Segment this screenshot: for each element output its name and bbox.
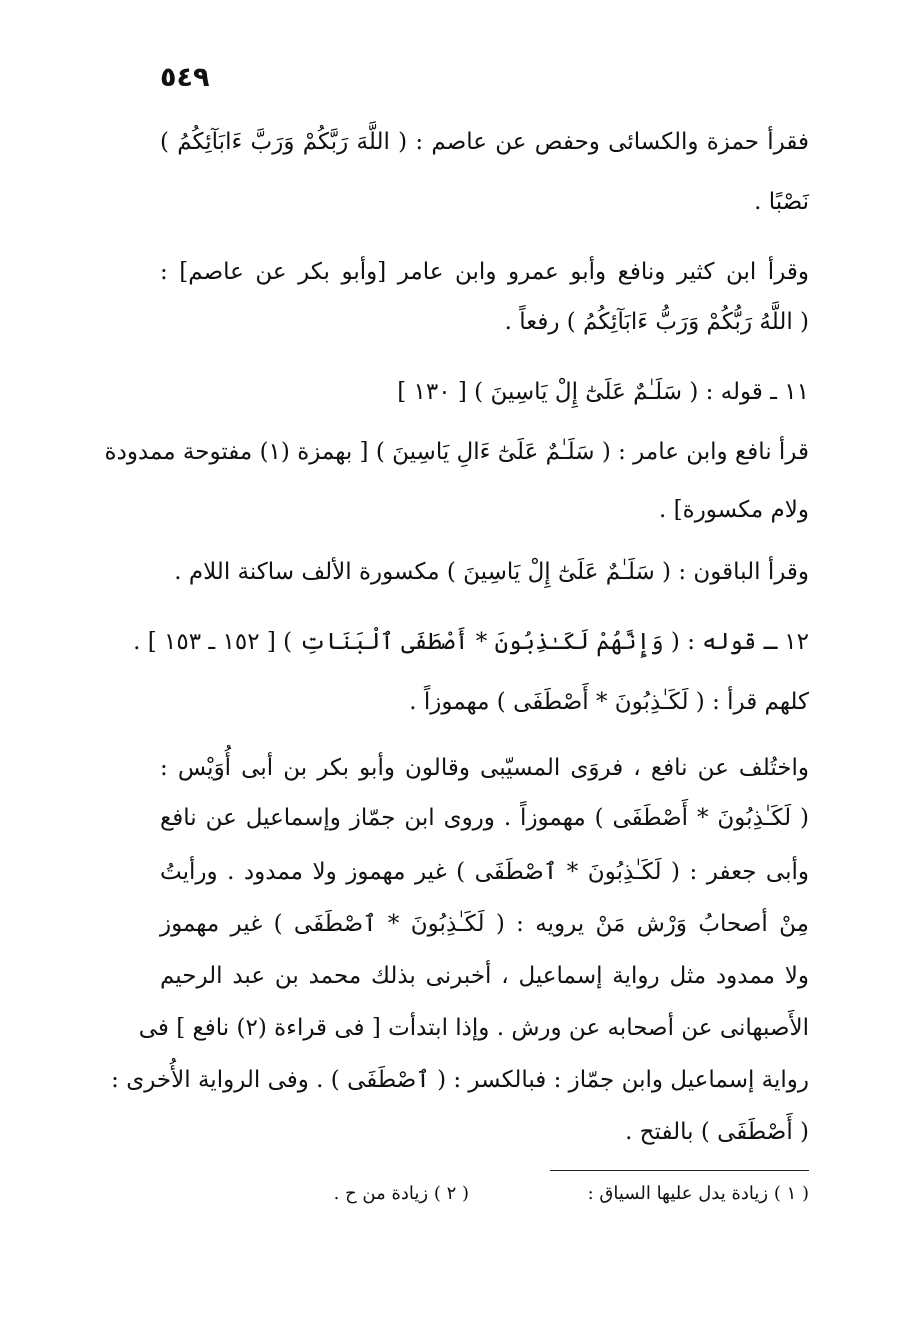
- text-line: الأَصبهانى عن أصحابه عن ورش . وإذا ابتدأت [ فى قراءة (٢) نافع ] فى: [138, 1015, 809, 1041]
- footnote-2: ( ٢ ) زيادة من ح .: [333, 1183, 469, 1204]
- text-line: كلهم قرأ : ( لَكَـٰذِبُونَ * أَصْطَفَى ) مهموزاً .: [409, 689, 809, 715]
- text-line: ( اللَّهُ رَبُّكُمْ وَرَبُّ ءَابَآئِكُمُ ) رفعاً .: [504, 309, 809, 335]
- text-line: ولا ممدود مثل رواية إسماعيل ، أخبرنى بذلك محمد بن عبد الرحيم: [160, 963, 809, 989]
- footnote-divider: [550, 1170, 809, 1171]
- text-line: فقرأ حمزة والكسائى وحفص عن عاصم : ( اللَّهَ رَبَّكُمْ وَرَبَّ ءَابَآئِكُمُ ): [160, 129, 809, 155]
- text-line: رواية إسماعيل وابن جمّاز : فبالكسر : ( ٱصْطَفَى ) . وفى الرواية الأُخرى :: [111, 1067, 809, 1093]
- text-line: واختُلف عن نافع ، فروَى المسيّبى وقالون وأبو بكر بن أبى أُوَيْس :: [160, 755, 809, 781]
- text-line: ( لَكَـٰذِبُونَ * أَصْطَفَى ) مهموزاً . وروى ابن جمّاز وإسماعيل عن نافع: [160, 805, 809, 831]
- page-number: ٥٤٩: [160, 62, 210, 93]
- footnote-1: ( ١ ) زيادة يدل عليها السياق :: [587, 1183, 809, 1204]
- text-line: ١٢ ـ قوله : ( وَإِنَّهُمْ لَكَـٰذِبُونَ * أَصْطَفَى ٱلْبَنَاتِ ) [ ١٥٢ ـ ١٥٣ ] .: [133, 629, 809, 655]
- text-line: ( أَصْطَفَى ) بالفتح .: [625, 1119, 809, 1145]
- text-line: وقرأ ابن كثير ونافع وأبو عمرو وابن عامر [وأبو بكر عن عاصم] :: [160, 259, 809, 285]
- text-line: وأبى جعفر : ( لَكَـٰذِبُونَ * ٱصْطَفَى ) غير مهموز ولا ممدود . ورأيتُ: [160, 859, 809, 885]
- text-line: ولام مكسورة] .: [659, 497, 809, 523]
- text-line: نَصْبًا .: [754, 189, 809, 215]
- text-line: وقرأ الباقون : ( سَلَـٰمٌ عَلَىٰٓ إِلْ يَاسِينَ ) مكسورة الألف ساكنة اللام .: [174, 559, 809, 585]
- text-line: قرأ نافع وابن عامر : ( سَلَـٰمٌ عَلَىٰٓ ءَالِ يَاسِينَ ) [ بهمزة (١) مفتوحة ممدودة: [104, 439, 809, 465]
- text-line: ١١ ـ قوله : ( سَلَـٰمٌ عَلَىٰٓ إِلْ يَاسِينَ ) [ ١٣٠ ]: [397, 379, 809, 405]
- text-line: مِنْ أصحابُ وَرْش مَنْ يرويه : ( لَكَـٰذِبُونَ * ٱصْطَفَى ) غير مهموز: [160, 911, 809, 937]
